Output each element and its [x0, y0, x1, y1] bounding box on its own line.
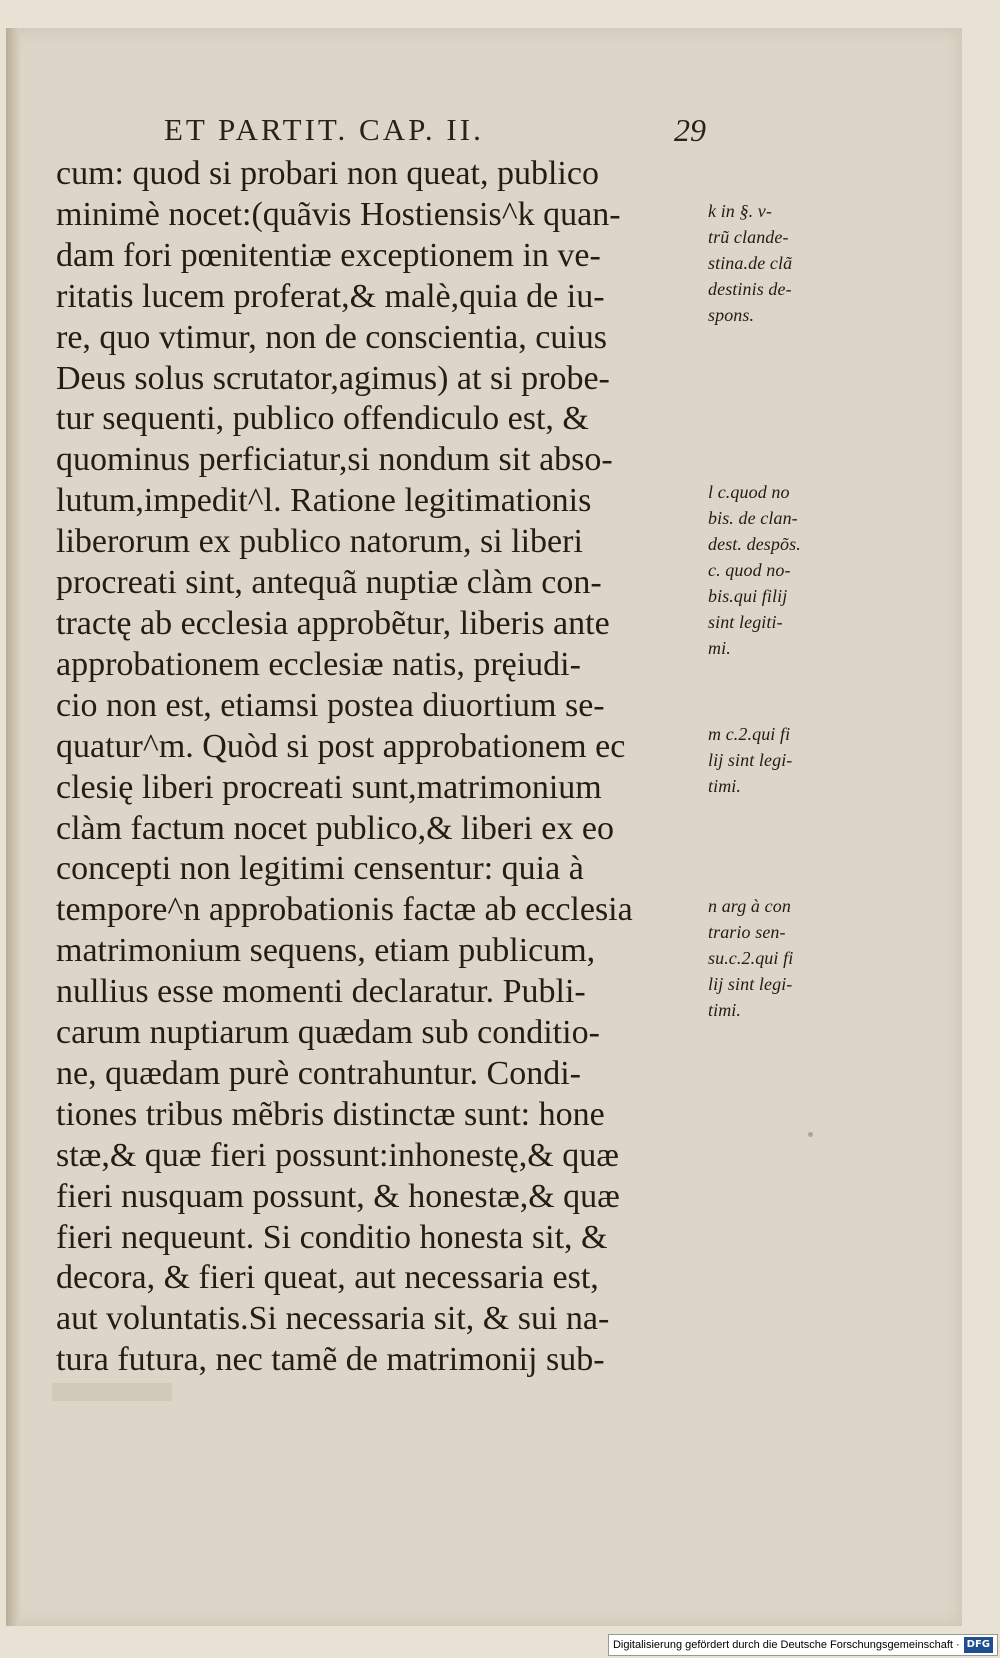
- text-line: tura futura, nec tamẽ de matrimonij sub-: [56, 1341, 605, 1379]
- text-line: concepti non legitimi censentur: quia à: [56, 850, 584, 888]
- text-line: tempore^n approbationis factæ ab ecclesia: [56, 891, 633, 929]
- marginal-note-m: [708, 721, 828, 799]
- marginal-note-line: lij sint legi-: [708, 750, 793, 770]
- footer-banner: [608, 1634, 998, 1656]
- text-line: approbationem ecclesiæ natis, pręiudi-: [56, 645, 581, 683]
- text-line: matrimonium sequens, etiam publicum,: [56, 932, 596, 970]
- text-line: clesię liberi procreati sunt,matrimonium: [56, 768, 602, 806]
- bleed-through-mark: [52, 1383, 172, 1401]
- marginal-note-line: spons.: [708, 305, 755, 325]
- text-line: quatur^m. Quòd si post approbationem ec: [56, 727, 626, 765]
- text-line: tur sequenti, publico offendiculo est, &: [56, 400, 589, 438]
- text-line: cio non est, etiamsi postea diuortium se-: [56, 686, 605, 724]
- marginal-note-line: su.c.2.qui fi: [708, 948, 794, 968]
- marginal-note-line: sint legiti-: [708, 612, 783, 632]
- page-number: 29: [674, 112, 706, 148]
- marginal-note-line: trario sen-: [708, 922, 786, 942]
- paper-speck: [808, 1132, 813, 1137]
- funding-text: Digitalisierung gefördert durch die Deutsche Forschungsgemeinschaft ·: [612, 1639, 960, 1651]
- marginal-note-l: [708, 479, 828, 661]
- running-title: ET PARTIT. CAP. II.: [164, 112, 484, 147]
- marginal-note-line: lij sint legi-: [708, 974, 793, 994]
- running-head: [164, 110, 724, 150]
- text-line: ritatis lucem proferat,& malè,quia de iu-: [56, 277, 605, 315]
- text-line: clàm factum nocet publico,& liberi ex eo: [56, 809, 614, 847]
- marginal-note-line: c. quod no-: [708, 560, 791, 580]
- marginal-note-n: [708, 893, 828, 1023]
- marginal-note-line: m c.2.qui fi: [708, 724, 791, 744]
- marginal-note-line: bis.qui filij: [708, 586, 788, 606]
- marginal-note-line: n arg à con: [708, 896, 791, 916]
- text-line: procreati sint, antequã nuptiæ clàm con-: [56, 564, 602, 602]
- text-line: liberorum ex publico natorum, si liberi: [56, 523, 583, 561]
- text-line: nullius esse momenti declaratur. Publi-: [56, 973, 586, 1011]
- marginal-note-line: trũ clande-: [708, 227, 789, 247]
- marginal-note-line: stina.de clã: [708, 253, 793, 273]
- marginal-note-k: [708, 198, 828, 328]
- text-line: tiones tribus mẽbris distinctæ sunt: hone: [56, 1095, 605, 1133]
- text-line: decora, & fieri queat, aut necessaria est,: [56, 1259, 599, 1297]
- marginal-note-line: timi.: [708, 776, 742, 796]
- text-line: fieri nusquam possunt, & honestæ,& quæ: [56, 1177, 620, 1215]
- text-line: minimè nocet:(quãvis Hostiensis^k quan-: [56, 195, 621, 233]
- text-line: aut voluntatis.Si necessaria sit, & sui na-: [56, 1300, 610, 1338]
- marginal-note-line: k in §. v-: [708, 201, 772, 221]
- marginal-note-line: mi.: [708, 638, 731, 658]
- text-line: tractę ab ecclesia approbẽtur, liberis ante: [56, 604, 610, 642]
- marginal-note-line: dest. despõs.: [708, 534, 801, 554]
- text-line: re, quo vtimur, non de conscientia, cuius: [56, 318, 608, 356]
- marginal-note-line: timi.: [708, 1000, 742, 1020]
- text-line: lutum,impedit^l. Ratione legitimationis: [56, 482, 592, 520]
- marginal-note-line: destinis de-: [708, 279, 792, 299]
- text-line: ne, quædam purè contrahuntur. Condi-: [56, 1054, 582, 1092]
- text-line: dam fori pœnitentiæ exceptionem in ve-: [56, 236, 601, 274]
- text-line: stæ,& quæ fieri possunt:inhonestę,& quæ: [56, 1136, 619, 1174]
- text-line: fieri nequeunt. Si conditio honesta sit, &: [56, 1218, 608, 1256]
- text-line: cum: quod si probari non queat, publico: [56, 155, 599, 192]
- text-line: quominus perficiatur,si nondum sit abso-: [56, 441, 613, 479]
- main-text-block: [56, 154, 708, 1381]
- marginal-note-line: bis. de clan-: [708, 508, 798, 528]
- dfg-logo: DFG: [964, 1637, 993, 1653]
- text-line: carum nuptiarum quædam sub conditio-: [56, 1014, 600, 1052]
- marginal-note-line: l c.quod no: [708, 482, 790, 502]
- text-line: Deus solus scrutator,agimus) at si probe-: [56, 359, 610, 397]
